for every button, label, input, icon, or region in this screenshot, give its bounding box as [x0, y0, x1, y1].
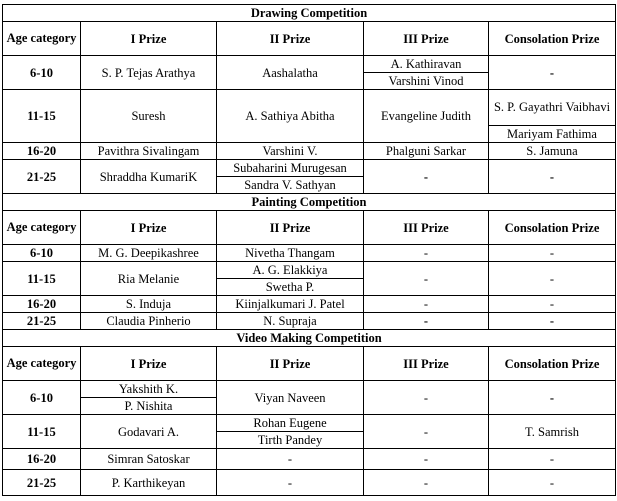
first-prize-cell: Suresh [81, 90, 217, 143]
consolation-prize-cell: S. Jamuna [489, 143, 616, 160]
video-making-competition-title: Video Making Competition [3, 330, 616, 347]
consolation-prize-cell: S. P. Gayathri Vaibhavi [489, 90, 616, 126]
third-prize-cell: Varshini Vinod [364, 73, 489, 90]
header-third-prize: III Prize [364, 211, 489, 245]
consolation-prize-cell: - [489, 470, 616, 496]
table-row [3, 245, 616, 262]
third-prize-cell: A. Kathiravan [364, 56, 489, 73]
second-prize-cell: Sandra V. Sathyan [217, 177, 364, 194]
prize-results-table [2, 4, 616, 496]
first-prize-cell: Simran Satoskar [81, 449, 217, 470]
table-row [3, 381, 616, 398]
first-prize-cell: P. Nishita [81, 398, 217, 415]
age-cell: 21-25 [3, 470, 81, 496]
video-title-row [3, 330, 616, 347]
second-prize-cell: Viyan Naveen [217, 381, 364, 415]
header-age-category: Age category [3, 211, 81, 245]
consolation-prize-cell: - [489, 56, 616, 90]
third-prize-cell: - [364, 415, 489, 449]
header-third-prize: III Prize [364, 347, 489, 381]
header-consolation-prize: Consolation Prize [489, 211, 616, 245]
third-prize-cell: - [364, 262, 489, 296]
second-prize-cell: Varshini V. [217, 143, 364, 160]
header-age-category: Age category [3, 347, 81, 381]
second-prize-cell: Nivetha Thangam [217, 245, 364, 262]
table-row [3, 143, 616, 160]
header-first-prize: I Prize [81, 22, 217, 56]
consolation-prize-cell: - [489, 313, 616, 330]
drawing-title-row [3, 5, 616, 22]
header-first-prize: I Prize [81, 211, 217, 245]
first-prize-cell: S. Induja [81, 296, 217, 313]
age-cell: 6-10 [3, 245, 81, 262]
first-prize-cell: P. Karthikeyan [81, 470, 217, 496]
table-row [3, 415, 616, 432]
first-prize-cell: Pavithra Sivalingam [81, 143, 217, 160]
table-row [3, 449, 616, 470]
table-row [3, 313, 616, 330]
age-cell: 6-10 [3, 381, 81, 415]
consolation-prize-cell: - [489, 245, 616, 262]
third-prize-cell: - [364, 296, 489, 313]
header-second-prize: II Prize [217, 347, 364, 381]
third-prize-cell: - [364, 449, 489, 470]
third-prize-cell: - [364, 470, 489, 496]
table-row [3, 470, 616, 496]
consolation-prize-cell: Mariyam Fathima [489, 126, 616, 143]
first-prize-cell: Shraddha KumariK [81, 160, 217, 194]
first-prize-cell: S. P. Tejas Arathya [81, 56, 217, 90]
consolation-prize-cell: - [489, 449, 616, 470]
second-prize-cell: Tirth Pandey [217, 432, 364, 449]
age-cell: 21-25 [3, 160, 81, 194]
age-cell: 6-10 [3, 56, 81, 90]
third-prize-cell: Evangeline Judith [364, 90, 489, 143]
second-prize-cell: Kiinjalkumari J. Patel [217, 296, 364, 313]
first-prize-cell: M. G. Deepikashree [81, 245, 217, 262]
header-age-category: Age category [3, 22, 81, 56]
header-consolation-prize: Consolation Prize [489, 347, 616, 381]
second-prize-cell: - [217, 449, 364, 470]
age-cell: 16-20 [3, 143, 81, 160]
first-prize-cell: Claudia Pinherio [81, 313, 217, 330]
table-row [3, 160, 616, 177]
header-consolation-prize: Consolation Prize [489, 22, 616, 56]
first-prize-cell: Godavari A. [81, 415, 217, 449]
third-prize-cell: - [364, 245, 489, 262]
consolation-prize-cell: - [489, 381, 616, 415]
second-prize-cell: Subaharini Murugesan [217, 160, 364, 177]
age-cell: 11-15 [3, 90, 81, 143]
age-cell: 21-25 [3, 313, 81, 330]
age-cell: 16-20 [3, 449, 81, 470]
table-row [3, 296, 616, 313]
second-prize-cell: N. Supraja [217, 313, 364, 330]
consolation-prize-cell: - [489, 262, 616, 296]
age-cell: 11-15 [3, 415, 81, 449]
table-row [3, 262, 616, 279]
second-prize-cell: - [217, 470, 364, 496]
table-row [3, 90, 616, 126]
consolation-prize-cell: - [489, 160, 616, 194]
drawing-competition-title: Drawing Competition [3, 5, 616, 22]
second-prize-cell: Aashalatha [217, 56, 364, 90]
second-prize-cell: A. G. Elakkiya [217, 262, 364, 279]
painting-competition-title: Painting Competition [3, 194, 616, 211]
consolation-prize-cell: T. Samrish [489, 415, 616, 449]
first-prize-cell: Yakshith K. [81, 381, 217, 398]
header-second-prize: II Prize [217, 22, 364, 56]
third-prize-cell: - [364, 313, 489, 330]
third-prize-cell: - [364, 160, 489, 194]
painting-header-row [3, 211, 616, 245]
second-prize-cell: Swetha P. [217, 279, 364, 296]
age-cell: 11-15 [3, 262, 81, 296]
drawing-header-row [3, 22, 616, 56]
age-cell: 16-20 [3, 296, 81, 313]
header-second-prize: II Prize [217, 211, 364, 245]
second-prize-cell: A. Sathiya Abitha [217, 90, 364, 143]
video-header-row [3, 347, 616, 381]
painting-title-row [3, 194, 616, 211]
second-prize-cell: Rohan Eugene [217, 415, 364, 432]
consolation-prize-cell: - [489, 296, 616, 313]
header-third-prize: III Prize [364, 22, 489, 56]
third-prize-cell: - [364, 381, 489, 415]
header-first-prize: I Prize [81, 347, 217, 381]
table-row [3, 56, 616, 73]
first-prize-cell: Ria Melanie [81, 262, 217, 296]
third-prize-cell: Phalguni Sarkar [364, 143, 489, 160]
